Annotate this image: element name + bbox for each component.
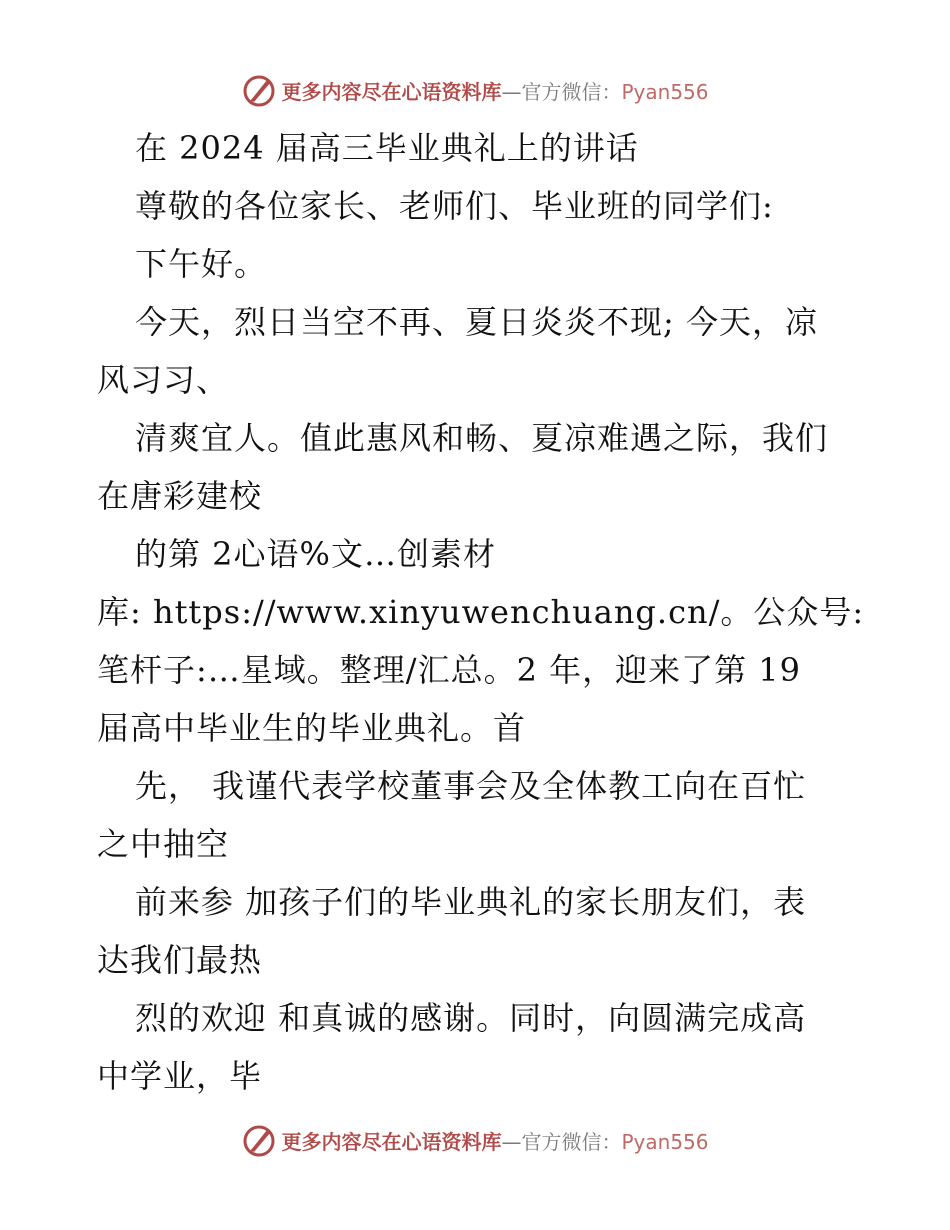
doc-line: 库: https://www.xinyuwenchuang.cn/。公众号: (97, 593, 865, 631)
doc-line: 前来参 加孩子们的毕业典礼的家长朋友们，表 (135, 883, 807, 921)
doc-salutation: 尊敬的各位家长、老师们、毕业班的同学们: (135, 187, 774, 225)
doc-line: 在唐彩建校 (97, 477, 263, 515)
watermark-brand: 更多内容尽在心语资料库 (281, 1129, 502, 1154)
footer-watermark (0, 1120, 950, 1160)
watermark-contact-label: 官方微信： (521, 79, 622, 104)
doc-line: 笔杆子:…星域。整理/汇总。2 年，迎来了第 19 (97, 651, 801, 689)
doc-line: 先， 我谨代表学校董事会及全体教工向在百忙 (135, 767, 807, 805)
doc-line: 清爽宜人。值此惠风和畅、夏凉难遇之际，我们 (135, 419, 829, 457)
doc-line: 届高中毕业生的毕业典礼。首 (97, 709, 527, 747)
watermark-brand: 更多内容尽在心语资料库 (281, 79, 502, 104)
quill-logo-icon (241, 72, 277, 108)
header-watermark (0, 70, 950, 110)
doc-line: 中学业，毕 (97, 1057, 263, 1095)
watermark-text (281, 76, 708, 105)
watermark-text (281, 1126, 708, 1155)
doc-line: 达我们最热 (97, 941, 263, 979)
watermark-separator: — (501, 79, 522, 104)
watermark-account: Pyan556 (621, 1129, 709, 1154)
watermark-account: Pyan556 (621, 79, 709, 104)
watermark-contact-label: 官方微信： (521, 1129, 622, 1154)
quill-logo-icon (241, 1122, 277, 1158)
doc-line: 下午好。 (135, 245, 268, 283)
doc-line: 的第 2心语%文…创素材 (135, 535, 496, 573)
doc-title: 在 2024 届高三毕业典礼上的讲话 (135, 129, 639, 167)
doc-line: 之中抽空 (97, 825, 230, 863)
doc-line: 烈的欢迎 和真诚的感谢。同时，向圆满完成高 (135, 999, 807, 1037)
doc-line: 今天，烈日当空不再、夏日炎炎不现; 今天，凉 (135, 303, 818, 341)
doc-line: 风习习、 (97, 361, 230, 399)
watermark-separator: — (501, 1129, 522, 1154)
